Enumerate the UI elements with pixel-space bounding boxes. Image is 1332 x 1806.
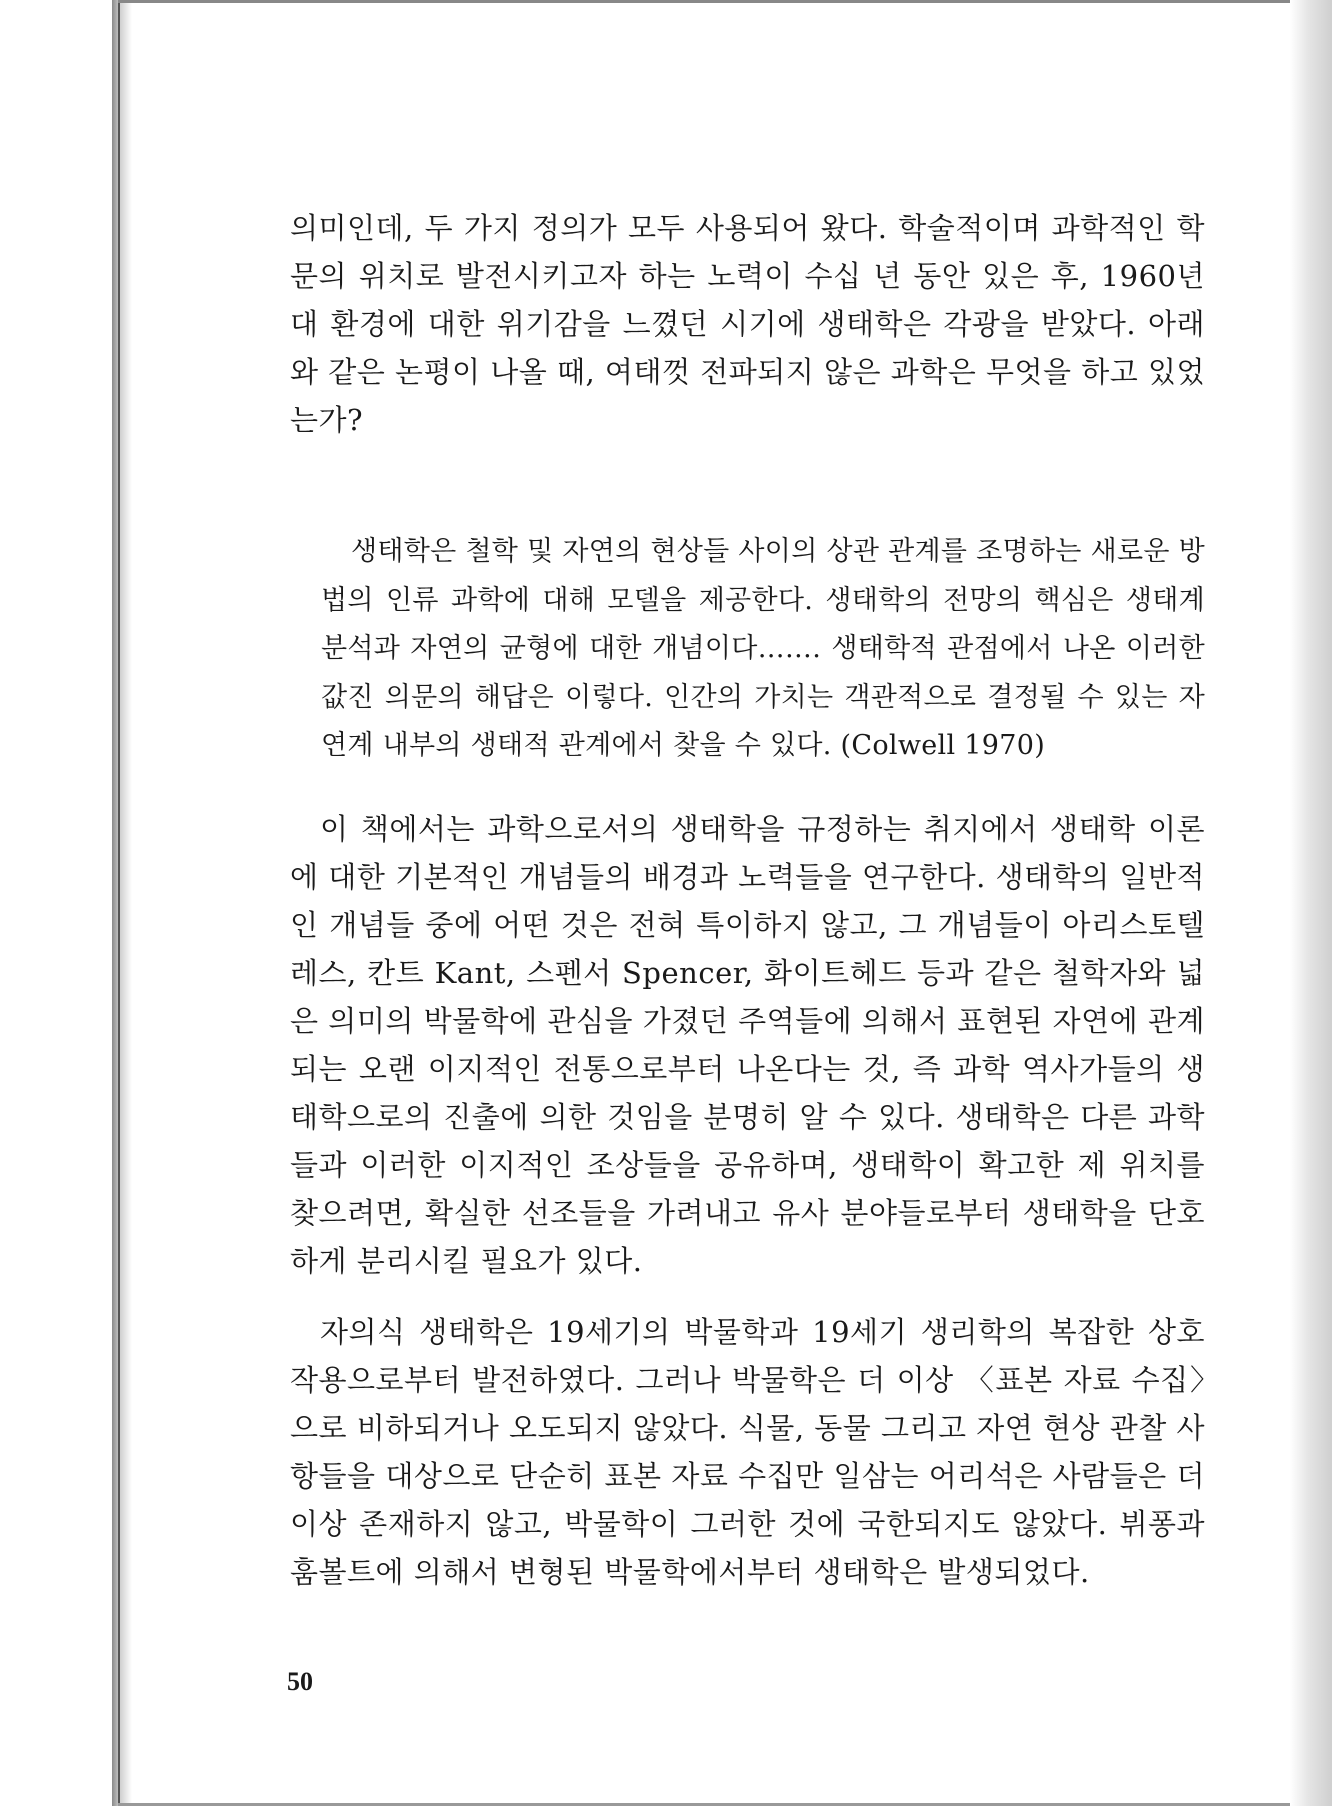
block-quote: 생태학은 철학 및 자연의 현상들 사이의 상관 관계를 조명하는 새로운 방법의 인류 과학에 대해 모델을 제공한다. 생태학의 전망의 핵심은 생태계 분석과 자연의 균형에 대한 개념이다……. 생태학적 관점에서 나온 이러한 값진 의문의 해답은 이렇다. 인간의 가치는 객관적으로 결정될 수 있는 자연계 내부의 생태적 관계에서 찾을 수 있다. (Colwell 1970) — [321, 536, 1205, 761]
body-paragraph-2: 이 책에서는 과학으로서의 생태학을 규정하는 취지에서 생태학 이론에 대한 기본적인 개념들의 배경과 노력들을 연구한다. 생태학의 일반적인 개념들 중에 어떤 것은 전혀 특이하지 않고, 그 개념들이 아리스토텔레스, 칸트 Kant, 스펜서 Spencer, 화이트헤드 등과 같은 철학자와 넓은 의미의 박물학에 관심을 가졌던 주역들에 의해서 표현된 자연에 관계되는 오랜 이지적인 전통으로부터 나온다는 것, 즉 과학 역사가들의 생태학으로의 진출에 의한 것임을 분명히 알 수 있다. 생태학은 다른 과학들과 이러한 이지적인 조상들을 공유하며, 생태학이 확고한 제 위치를 찾으려면, 확실한 선조들을 가려내고 유사 분야들로부터 생태학을 단호하게 분리시킬 필요가 있다. — [290, 812, 1205, 1278]
page-left-edge — [118, 0, 120, 1806]
page-gutter-shadow — [112, 0, 132, 1806]
page-top-edge — [118, 0, 1290, 3]
page-right-shadow — [1290, 0, 1332, 1806]
body-paragraph-1: 의미인데, 두 가지 정의가 모두 사용되어 왔다. 학술적이며 과학적인 학문의 위치로 발전시키고자 하는 노력이 수십 년 동안 있은 후, 1960년대 환경에 대한 위기감을 느꼈던 시기에 생태학은 각광을 받았다. 아래와 같은 논평이 나올 때, 여태껏 전파되지 않은 과학은 무엇을 하고 있었는가? — [290, 211, 1206, 437]
body-paragraph-3: 자의식 생태학은 19세기의 박물학과 19세기 생리학의 복잡한 상호작용으로부터 발전하였다. 그러나 박물학은 더 이상 〈표본 자료 수집〉으로 비하되거나 오도되지 않았다. 식물, 동물 그리고 자연 현상 관찰 사항들을 대상으로 단순히 표본 자료 수집만 일삼는 어리석은 사람들은 더 이상 존재하지 않고, 박물학이 그러한 것에 국한되지도 않았다. 뷔퐁과 훔볼트에 의해서 변형된 박물학에서부터 생태학은 발생되었다. — [290, 1315, 1206, 1589]
page-number: 50 — [287, 1667, 313, 1696]
